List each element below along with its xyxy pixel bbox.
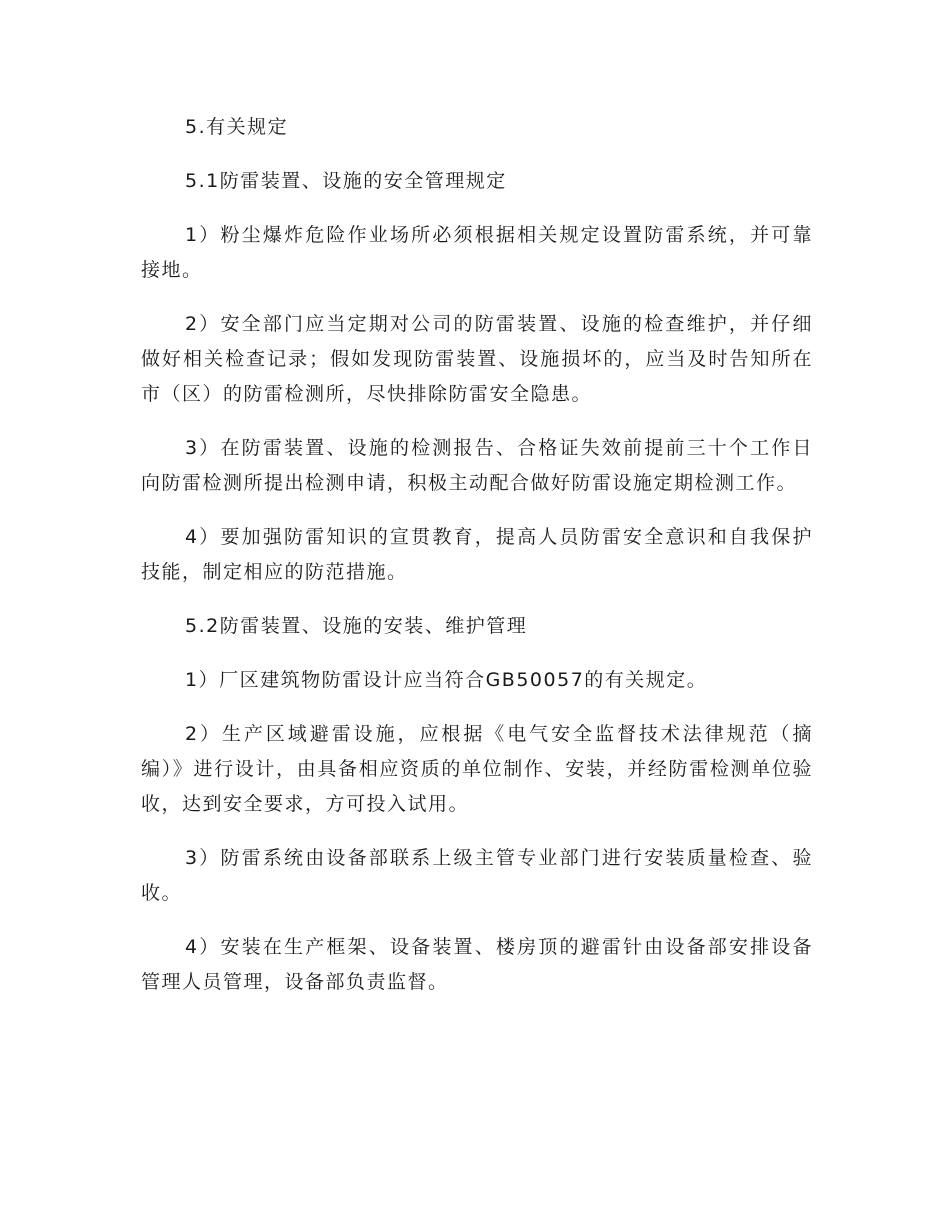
paragraph-5-2-item-1: 1）厂区建筑物防雷设计应当符合GB50057的有关规定。 [185, 669, 708, 691]
subsection-heading-5-2: 5.2防雷装置、设施的安装、维护管理 [185, 615, 528, 637]
paragraph-5-2-item-4: 4）安装在生产框架、设备装置、楼房顶的避雷针由设备部安排设备管理人员管理，设备部负责监督。 [141, 936, 813, 993]
paragraph-5-1-item-1: 1）粉尘爆炸危险作业场所必须根据相关规定设置防雷系统，并可靠接地。 [141, 224, 813, 281]
paragraph-5-1-item-4: 4）要加强防雷知识的宣贯教育，提高人员防雷安全意识和自我保护技能，制定相应的防范措施。 [141, 526, 813, 583]
paragraph-5-2-item-2: 2）生产区域避雷设施，应根据《电气安全监督技术法律规范（摘编）》进行设计，由具备相应资质的单位制作、安装，并经防雷检测单位验收，达到安全要求，方可投入试用。 [141, 723, 813, 815]
paragraph-5-1-item-3: 3）在防雷装置、设施的检测报告、合格证失效前提前三十个工作日向防雷检测所提出检测申请，积极主动配合做好防雷设施定期检测工作。 [141, 437, 813, 494]
paragraph-5-2-item-3: 3）防雷系统由设备部联系上级主管专业部门进行安装质量检查、验收。 [141, 847, 813, 904]
paragraph-5-1-item-2: 2）安全部门应当定期对公司的防雷装置、设施的检查维护，并仔细做好相关检查记录；假如发现防雷装置、设施损坏的，应当及时告知所在市（区）的防雷检测所，尽快排除防雷安全隐患。 [141, 313, 813, 405]
document-body [141, 110, 813, 1019]
subsection-heading-5-1: 5.1防雷装置、设施的安全管理规定 [185, 170, 507, 192]
section-heading-5: 5.有关规定 [185, 116, 289, 138]
